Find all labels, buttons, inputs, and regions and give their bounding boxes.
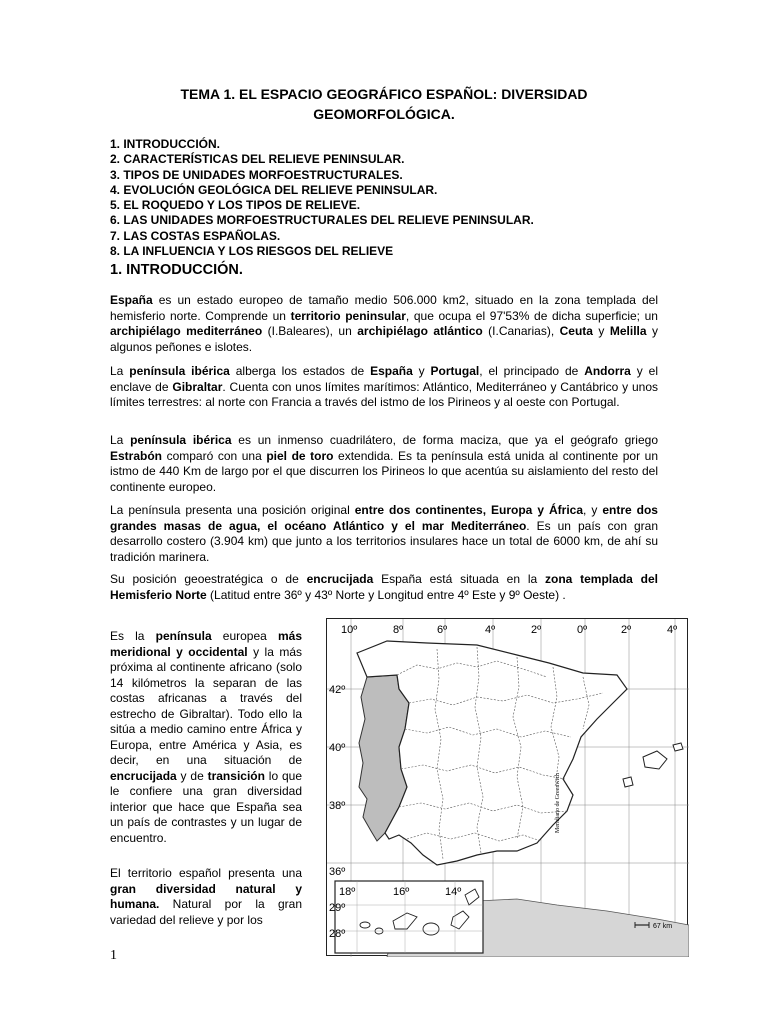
title-line-2: GEOMORFOLÓGICA. (313, 106, 455, 122)
longitude-label: 6º (437, 624, 448, 636)
spain-map-figure (326, 618, 688, 956)
toc-item: 8. LA INFLUENCIA Y LOS RIESGOS DEL RELIEVE (110, 244, 394, 259)
longitude-label: 10º (341, 624, 358, 636)
paragraph-spain-overview: España es un estado europeo de tamaño medio 506.000 km2, situado en la zona templada del hemisferio norte. Comprende un territorio peninsular, que ocupa el 97'53% de dicha superficie; un archipiélago mediterráneo (I.Baleares), un archipiélago atlántico (I.Canarias), Ceuta y Melilla y algunos peñones e islotes. (110, 293, 659, 354)
inset-latitude-label: 28º (329, 928, 346, 940)
latitude-label: 42º (329, 684, 346, 696)
paragraph-position: La península presenta una posición original entre dos continentes, Europa y África, y entre dos grandes masas de agua, el océano Atlántico y el mar Mediterráneo. Es un país con gran desarrollo costero (3.904 km) que junto a los territorios insulares hace un total de 6000 km, de ahí su tradición marinera. (110, 503, 659, 564)
toc-item: 2. CARACTERÍSTICAS DEL RELIEVE PENINSULAR. (110, 152, 405, 167)
longitude-label: 0º (577, 624, 588, 636)
sidebar-paragraph-diversity: El territorio español presenta una gran diversidad natural y humana. Natural por la gran variedad del relieve y por los (110, 866, 302, 927)
table-of-contents (110, 137, 670, 259)
sidebar-paragraph-crossroads: Es la península europea más meridional y occidental y la más próxima al continente africano (solo 14 kilómetros la separan de las costas africanas a través del estrecho de Gibraltar). Todo ello la sitúa a medio camino entre África y Europa, entre América y Asia, es decir, en una situación de encrucijada y de transición lo que le confiere una gran diversidad interior que hace que España sea un país de contrastes y un lugar de encuentro. (110, 629, 303, 845)
paragraph-geostrategic: Su posición geoestratégica o de encrucijada España está situada en la zona templada del Hemisferio Norte (Latitud entre 36º y 43º Norte y Longitud entre 4º Este y 9º Oeste) . (110, 572, 658, 602)
toc-item: 1. INTRODUCCIÓN. (110, 137, 221, 151)
page-number: 1 (110, 948, 117, 963)
title-line-1: TEMA 1. EL ESPACIO GEOGRÁFICO ESPAÑOL: DIVERSIDAD (180, 86, 588, 102)
toc-item: 4. EVOLUCIÓN GEOLÓGICA DEL RELIEVE PENINSULAR. (110, 182, 438, 197)
toc-item: 6. LAS UNIDADES MORFOESTRUCTURALES DEL RELIEVE PENINSULAR. (110, 213, 534, 228)
scale-label: 67 km (653, 923, 673, 930)
longitude-label: 8º (393, 624, 404, 636)
inset-latitude-label: 29º (329, 902, 346, 914)
toc-item: 5. EL ROQUEDO Y LOS TIPOS DE RELIEVE. (110, 198, 361, 213)
inset-longitude-label: 14º (445, 886, 462, 898)
balearic-islands (623, 743, 683, 787)
page-title (110, 84, 658, 124)
paragraph-iberian-shape: La península ibérica es un inmenso cuadrilátero, de forma maciza, que ya el geógrafo griego Estrabón comparó con una piel de toro extendida. Es ta península está unida al continente por un istmo de 440 Km de largo por el que discurren los Pirineos lo que acentúa su aislamiento del resto del continente europeo. (110, 433, 658, 494)
toc-item: 7. LAS COSTAS ESPAÑOLAS. (110, 228, 281, 243)
spain-map-svg (327, 619, 689, 957)
longitude-label: 4º (485, 624, 496, 636)
inset-longitude-label: 18º (339, 886, 356, 898)
latitude-label: 36º (329, 866, 346, 878)
section-heading: 1. INTRODUCCIÓN. (110, 262, 243, 278)
longitude-label: 2º (621, 624, 632, 636)
inset-longitude-label: 16º (393, 886, 410, 898)
toc-item: 3. TIPOS DE UNIDADES MORFOESTRUCTURALES. (110, 167, 403, 182)
latitude-label: 38º (329, 800, 346, 812)
longitude-label: 2º (531, 624, 542, 636)
latitude-label: 40º (329, 742, 346, 754)
longitude-label: 4º (667, 624, 678, 636)
meridian-label: Meridiano de Greenwich (555, 773, 561, 833)
paragraph-iberian-states: La península ibérica alberga los estados de España y Portugal, el principado de Andorra y el enclave de Gibraltar. Cuenta con unos límites marítimos: Atlántico, Mediterráneo y Cantábrico y unos límites terrestres: al norte con Francia a través del istmo de los Pirineos y al oeste con Portugal. (110, 364, 658, 409)
